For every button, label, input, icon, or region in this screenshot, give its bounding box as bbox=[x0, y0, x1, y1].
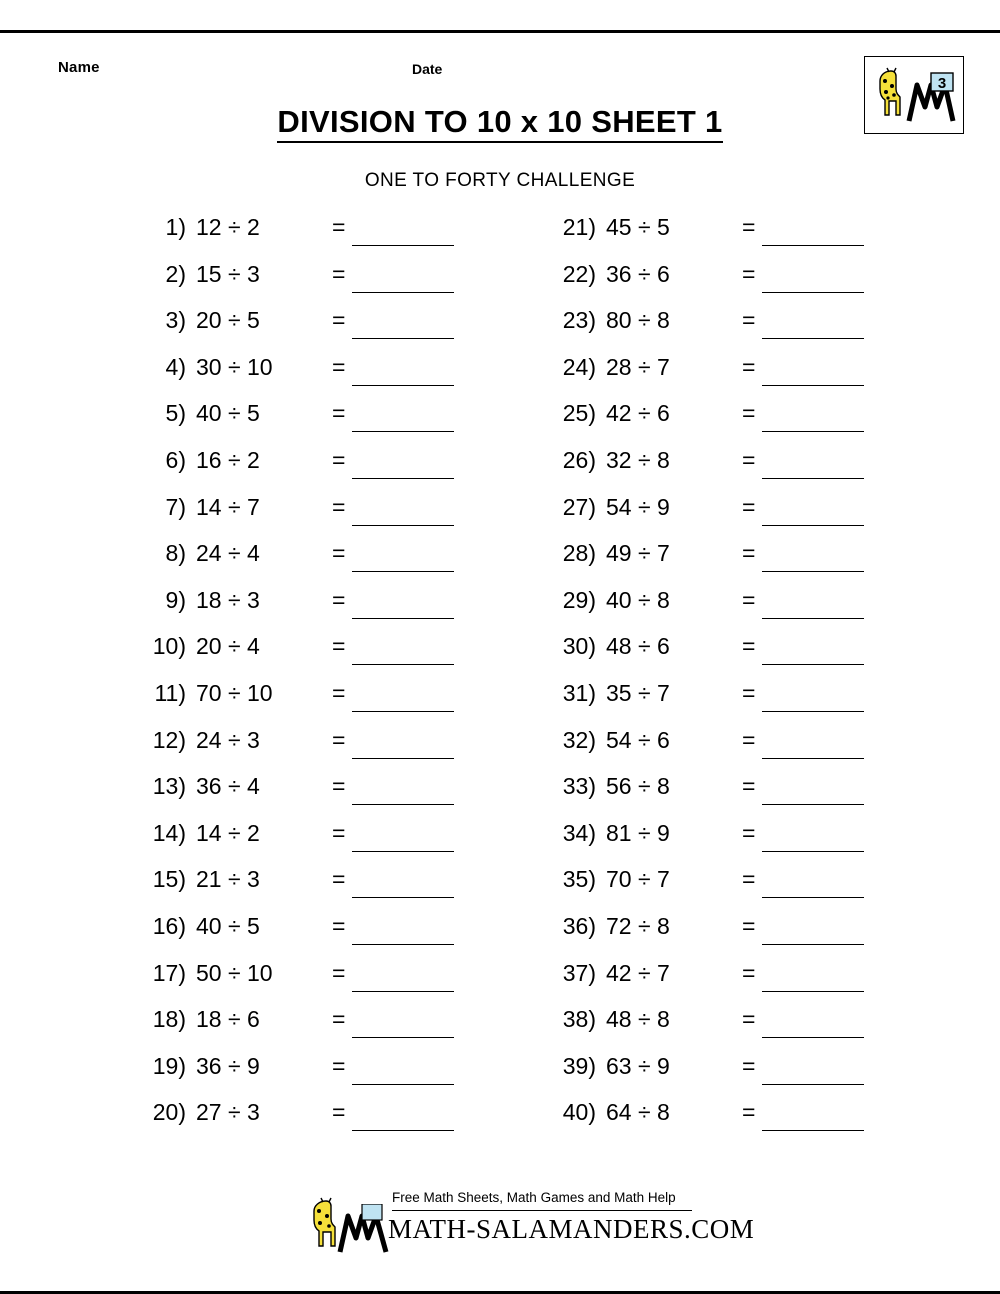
question-number: 38) bbox=[562, 1006, 596, 1033]
question-expression: 49 ÷ 7 bbox=[606, 540, 670, 567]
equals-sign: = bbox=[742, 912, 756, 939]
question-number: 24) bbox=[562, 353, 596, 380]
question-row bbox=[130, 913, 490, 960]
question-expression: 36 ÷ 6 bbox=[606, 260, 670, 287]
answer-blank[interactable] bbox=[762, 943, 864, 945]
answer-blank[interactable] bbox=[352, 384, 454, 386]
answer-blank[interactable] bbox=[352, 430, 454, 432]
question-expression: 16 ÷ 2 bbox=[196, 446, 260, 473]
question-expression: 36 ÷ 4 bbox=[196, 773, 260, 800]
equals-sign: = bbox=[742, 1052, 756, 1079]
answer-blank[interactable] bbox=[762, 896, 864, 898]
question-expression: 40 ÷ 5 bbox=[196, 912, 260, 939]
question-expression: 80 ÷ 8 bbox=[606, 307, 670, 334]
question-number: 23) bbox=[562, 307, 596, 334]
question-row bbox=[130, 727, 490, 774]
question-row bbox=[540, 773, 900, 820]
question-row bbox=[130, 447, 490, 494]
question-expression: 42 ÷ 7 bbox=[606, 959, 670, 986]
question-row bbox=[130, 587, 490, 634]
question-row bbox=[540, 261, 900, 308]
question-number: 21) bbox=[562, 214, 596, 240]
page-title-text: DIVISION TO 10 x 10 SHEET 1 bbox=[277, 104, 722, 143]
answer-blank[interactable] bbox=[762, 663, 864, 665]
question-row bbox=[130, 866, 490, 913]
equals-sign: = bbox=[742, 866, 756, 893]
equals-sign: = bbox=[332, 586, 346, 613]
equals-sign: = bbox=[742, 633, 756, 660]
page-footer bbox=[0, 1188, 1000, 1258]
question-row bbox=[130, 261, 490, 308]
logo-badge-number: 3 bbox=[937, 75, 947, 92]
question-row bbox=[540, 1099, 900, 1146]
answer-blank[interactable] bbox=[762, 1083, 864, 1085]
answer-blank[interactable] bbox=[762, 244, 864, 246]
question-expression: 15 ÷ 3 bbox=[196, 260, 260, 287]
question-expression: 28 ÷ 7 bbox=[606, 353, 670, 380]
answer-blank[interactable] bbox=[352, 1083, 454, 1085]
footer-divider bbox=[392, 1210, 692, 1211]
question-number: 26) bbox=[562, 446, 596, 473]
page-subtitle: ONE TO FORTY CHALLENGE bbox=[364, 170, 636, 191]
questions-column-left bbox=[130, 214, 490, 1146]
equals-sign: = bbox=[332, 726, 346, 753]
question-number: 15) bbox=[152, 866, 186, 893]
question-row bbox=[130, 773, 490, 820]
question-number: 28) bbox=[562, 540, 596, 567]
question-number: 32) bbox=[562, 726, 596, 753]
answer-blank[interactable] bbox=[762, 803, 864, 805]
question-row bbox=[540, 540, 900, 587]
answer-blank[interactable] bbox=[352, 663, 454, 665]
question-number: 20) bbox=[152, 1099, 186, 1126]
question-expression: 18 ÷ 3 bbox=[196, 586, 260, 613]
answer-blank[interactable] bbox=[762, 1036, 864, 1038]
answer-blank[interactable] bbox=[352, 1129, 454, 1131]
equals-sign: = bbox=[332, 959, 346, 986]
question-row bbox=[130, 540, 490, 587]
question-number: 35) bbox=[562, 866, 596, 893]
question-row bbox=[130, 307, 490, 354]
question-expression: 20 ÷ 4 bbox=[196, 633, 260, 660]
question-expression: 27 ÷ 3 bbox=[196, 1099, 260, 1126]
equals-sign: = bbox=[332, 540, 346, 567]
answer-blank[interactable] bbox=[352, 291, 454, 293]
answer-blank[interactable] bbox=[762, 570, 864, 572]
question-number: 18) bbox=[152, 1006, 186, 1033]
equals-sign: = bbox=[332, 1006, 346, 1033]
question-expression: 14 ÷ 2 bbox=[196, 819, 260, 846]
equals-sign: = bbox=[332, 866, 346, 893]
top-divider bbox=[0, 30, 1000, 33]
question-expression: 20 ÷ 5 bbox=[196, 307, 260, 334]
question-expression: 70 ÷ 10 bbox=[196, 679, 273, 706]
equals-sign: = bbox=[332, 679, 346, 706]
question-expression: 72 ÷ 8 bbox=[606, 912, 670, 939]
question-number: 19) bbox=[152, 1052, 186, 1079]
question-row bbox=[540, 400, 900, 447]
question-number: 14) bbox=[152, 819, 186, 846]
question-expression: 81 ÷ 9 bbox=[606, 819, 670, 846]
question-expression: 45 ÷ 5 bbox=[606, 214, 670, 240]
answer-blank[interactable] bbox=[762, 850, 864, 852]
answer-blank[interactable] bbox=[762, 524, 864, 526]
answer-blank[interactable] bbox=[352, 244, 454, 246]
footer-site-url: MATH-SALAMANDERS.COM bbox=[388, 1214, 755, 1244]
answer-blank[interactable] bbox=[762, 384, 864, 386]
question-number: 1) bbox=[165, 214, 186, 240]
question-number: 2) bbox=[165, 260, 186, 287]
answer-blank[interactable] bbox=[762, 291, 864, 293]
answer-blank[interactable] bbox=[352, 943, 454, 945]
name-label: Name bbox=[58, 59, 100, 76]
question-number: 30) bbox=[562, 633, 596, 660]
equals-sign: = bbox=[332, 912, 346, 939]
question-row bbox=[130, 494, 490, 541]
answer-blank[interactable] bbox=[352, 524, 454, 526]
equals-sign: = bbox=[742, 773, 756, 800]
answer-blank[interactable] bbox=[762, 757, 864, 759]
question-row bbox=[540, 1006, 900, 1053]
question-row bbox=[540, 913, 900, 960]
question-number: 3) bbox=[165, 307, 186, 334]
question-row bbox=[130, 1006, 490, 1053]
equals-sign: = bbox=[742, 260, 756, 287]
question-number: 33) bbox=[562, 773, 596, 800]
equals-sign: = bbox=[742, 959, 756, 986]
question-number: 12) bbox=[152, 726, 186, 753]
question-expression: 35 ÷ 7 bbox=[606, 679, 670, 706]
question-row bbox=[540, 494, 900, 541]
question-number: 25) bbox=[562, 400, 596, 427]
equals-sign: = bbox=[332, 493, 346, 520]
answer-blank[interactable] bbox=[762, 1129, 864, 1131]
question-expression: 54 ÷ 9 bbox=[606, 493, 670, 520]
question-row bbox=[540, 680, 900, 727]
question-row bbox=[130, 354, 490, 401]
question-expression: 64 ÷ 8 bbox=[606, 1099, 670, 1126]
answer-blank[interactable] bbox=[352, 617, 454, 619]
question-expression: 54 ÷ 6 bbox=[606, 726, 670, 753]
equals-sign: = bbox=[332, 260, 346, 287]
equals-sign: = bbox=[332, 633, 346, 660]
question-row bbox=[540, 587, 900, 634]
question-row bbox=[540, 820, 900, 867]
equals-sign: = bbox=[742, 1006, 756, 1033]
equals-sign: = bbox=[742, 493, 756, 520]
question-row bbox=[130, 400, 490, 447]
question-row bbox=[130, 1099, 490, 1146]
question-row bbox=[540, 354, 900, 401]
answer-blank[interactable] bbox=[762, 477, 864, 479]
answer-blank[interactable] bbox=[762, 337, 864, 339]
question-expression: 56 ÷ 8 bbox=[606, 773, 670, 800]
equals-sign: = bbox=[332, 446, 346, 473]
question-number: 37) bbox=[562, 959, 596, 986]
answer-blank[interactable] bbox=[352, 850, 454, 852]
question-expression: 48 ÷ 6 bbox=[606, 633, 670, 660]
equals-sign: = bbox=[742, 586, 756, 613]
date-label: Date bbox=[412, 61, 443, 77]
question-expression: 32 ÷ 8 bbox=[606, 446, 670, 473]
question-expression: 14 ÷ 7 bbox=[196, 493, 260, 520]
equals-sign: = bbox=[742, 819, 756, 846]
question-number: 34) bbox=[562, 819, 596, 846]
question-number: 22) bbox=[562, 260, 596, 287]
question-row bbox=[130, 820, 490, 867]
question-number: 9) bbox=[165, 586, 186, 613]
question-row bbox=[540, 1053, 900, 1100]
question-expression: 63 ÷ 9 bbox=[606, 1052, 670, 1079]
equals-sign: = bbox=[332, 400, 346, 427]
equals-sign: = bbox=[332, 819, 346, 846]
question-expression: 12 ÷ 2 bbox=[196, 214, 260, 240]
answer-blank[interactable] bbox=[352, 337, 454, 339]
question-expression: 24 ÷ 4 bbox=[196, 540, 260, 567]
answer-blank[interactable] bbox=[762, 990, 864, 992]
question-expression: 18 ÷ 6 bbox=[196, 1006, 260, 1033]
answer-blank[interactable] bbox=[762, 430, 864, 432]
question-row bbox=[540, 633, 900, 680]
equals-sign: = bbox=[742, 400, 756, 427]
question-number: 27) bbox=[562, 493, 596, 520]
salamanders-m-logo-icon bbox=[336, 1204, 392, 1256]
answer-blank[interactable] bbox=[762, 710, 864, 712]
equals-sign: = bbox=[332, 214, 346, 240]
question-expression: 24 ÷ 3 bbox=[196, 726, 260, 753]
question-row bbox=[130, 633, 490, 680]
answer-blank[interactable] bbox=[352, 710, 454, 712]
question-number: 16) bbox=[152, 912, 186, 939]
answer-blank[interactable] bbox=[762, 617, 864, 619]
question-number: 29) bbox=[562, 586, 596, 613]
footer-tagline: Free Math Sheets, Math Games and Math Help bbox=[392, 1190, 676, 1205]
equals-sign: = bbox=[742, 1099, 756, 1126]
equals-sign: = bbox=[742, 353, 756, 380]
question-number: 6) bbox=[165, 446, 186, 473]
question-expression: 70 ÷ 7 bbox=[606, 866, 670, 893]
question-number: 11) bbox=[154, 679, 186, 706]
question-expression: 36 ÷ 9 bbox=[196, 1052, 260, 1079]
question-number: 40) bbox=[562, 1099, 596, 1126]
question-expression: 40 ÷ 8 bbox=[606, 586, 670, 613]
question-number: 39) bbox=[562, 1052, 596, 1079]
equals-sign: = bbox=[742, 726, 756, 753]
equals-sign: = bbox=[742, 540, 756, 567]
equals-sign: = bbox=[332, 773, 346, 800]
question-number: 4) bbox=[165, 353, 186, 380]
answer-blank[interactable] bbox=[352, 477, 454, 479]
question-row bbox=[130, 680, 490, 727]
question-number: 36) bbox=[562, 912, 596, 939]
equals-sign: = bbox=[742, 679, 756, 706]
answer-blank[interactable] bbox=[352, 570, 454, 572]
equals-sign: = bbox=[332, 307, 346, 334]
question-number: 8) bbox=[165, 540, 186, 567]
equals-sign: = bbox=[742, 307, 756, 334]
equals-sign: = bbox=[332, 353, 346, 380]
answer-blank[interactable] bbox=[352, 990, 454, 992]
answer-blank[interactable] bbox=[352, 896, 454, 898]
equals-sign: = bbox=[742, 214, 756, 240]
answer-blank[interactable] bbox=[352, 757, 454, 759]
questions-column-right bbox=[540, 214, 900, 1146]
answer-blank[interactable] bbox=[352, 803, 454, 805]
question-row bbox=[540, 960, 900, 1007]
question-number: 10) bbox=[152, 633, 186, 660]
question-expression: 48 ÷ 8 bbox=[606, 1006, 670, 1033]
question-row bbox=[540, 866, 900, 913]
question-number: 13) bbox=[152, 773, 186, 800]
question-row bbox=[540, 307, 900, 354]
question-row bbox=[540, 727, 900, 774]
question-expression: 42 ÷ 6 bbox=[606, 400, 670, 427]
question-row bbox=[130, 214, 490, 261]
equals-sign: = bbox=[742, 446, 756, 473]
equals-sign: = bbox=[332, 1099, 346, 1126]
question-row bbox=[130, 1053, 490, 1100]
page-title bbox=[0, 104, 1000, 140]
question-row bbox=[540, 214, 900, 261]
question-number: 17) bbox=[152, 959, 186, 986]
question-row bbox=[130, 960, 490, 1007]
question-number: 5) bbox=[165, 400, 186, 427]
equals-sign: = bbox=[332, 1052, 346, 1079]
question-expression: 40 ÷ 5 bbox=[196, 400, 260, 427]
answer-blank[interactable] bbox=[352, 1036, 454, 1038]
question-number: 31) bbox=[562, 679, 596, 706]
question-expression: 21 ÷ 3 bbox=[196, 866, 260, 893]
question-expression: 50 ÷ 10 bbox=[196, 959, 273, 986]
question-number: 7) bbox=[165, 493, 186, 520]
question-row bbox=[540, 447, 900, 494]
question-expression: 30 ÷ 10 bbox=[196, 353, 273, 380]
